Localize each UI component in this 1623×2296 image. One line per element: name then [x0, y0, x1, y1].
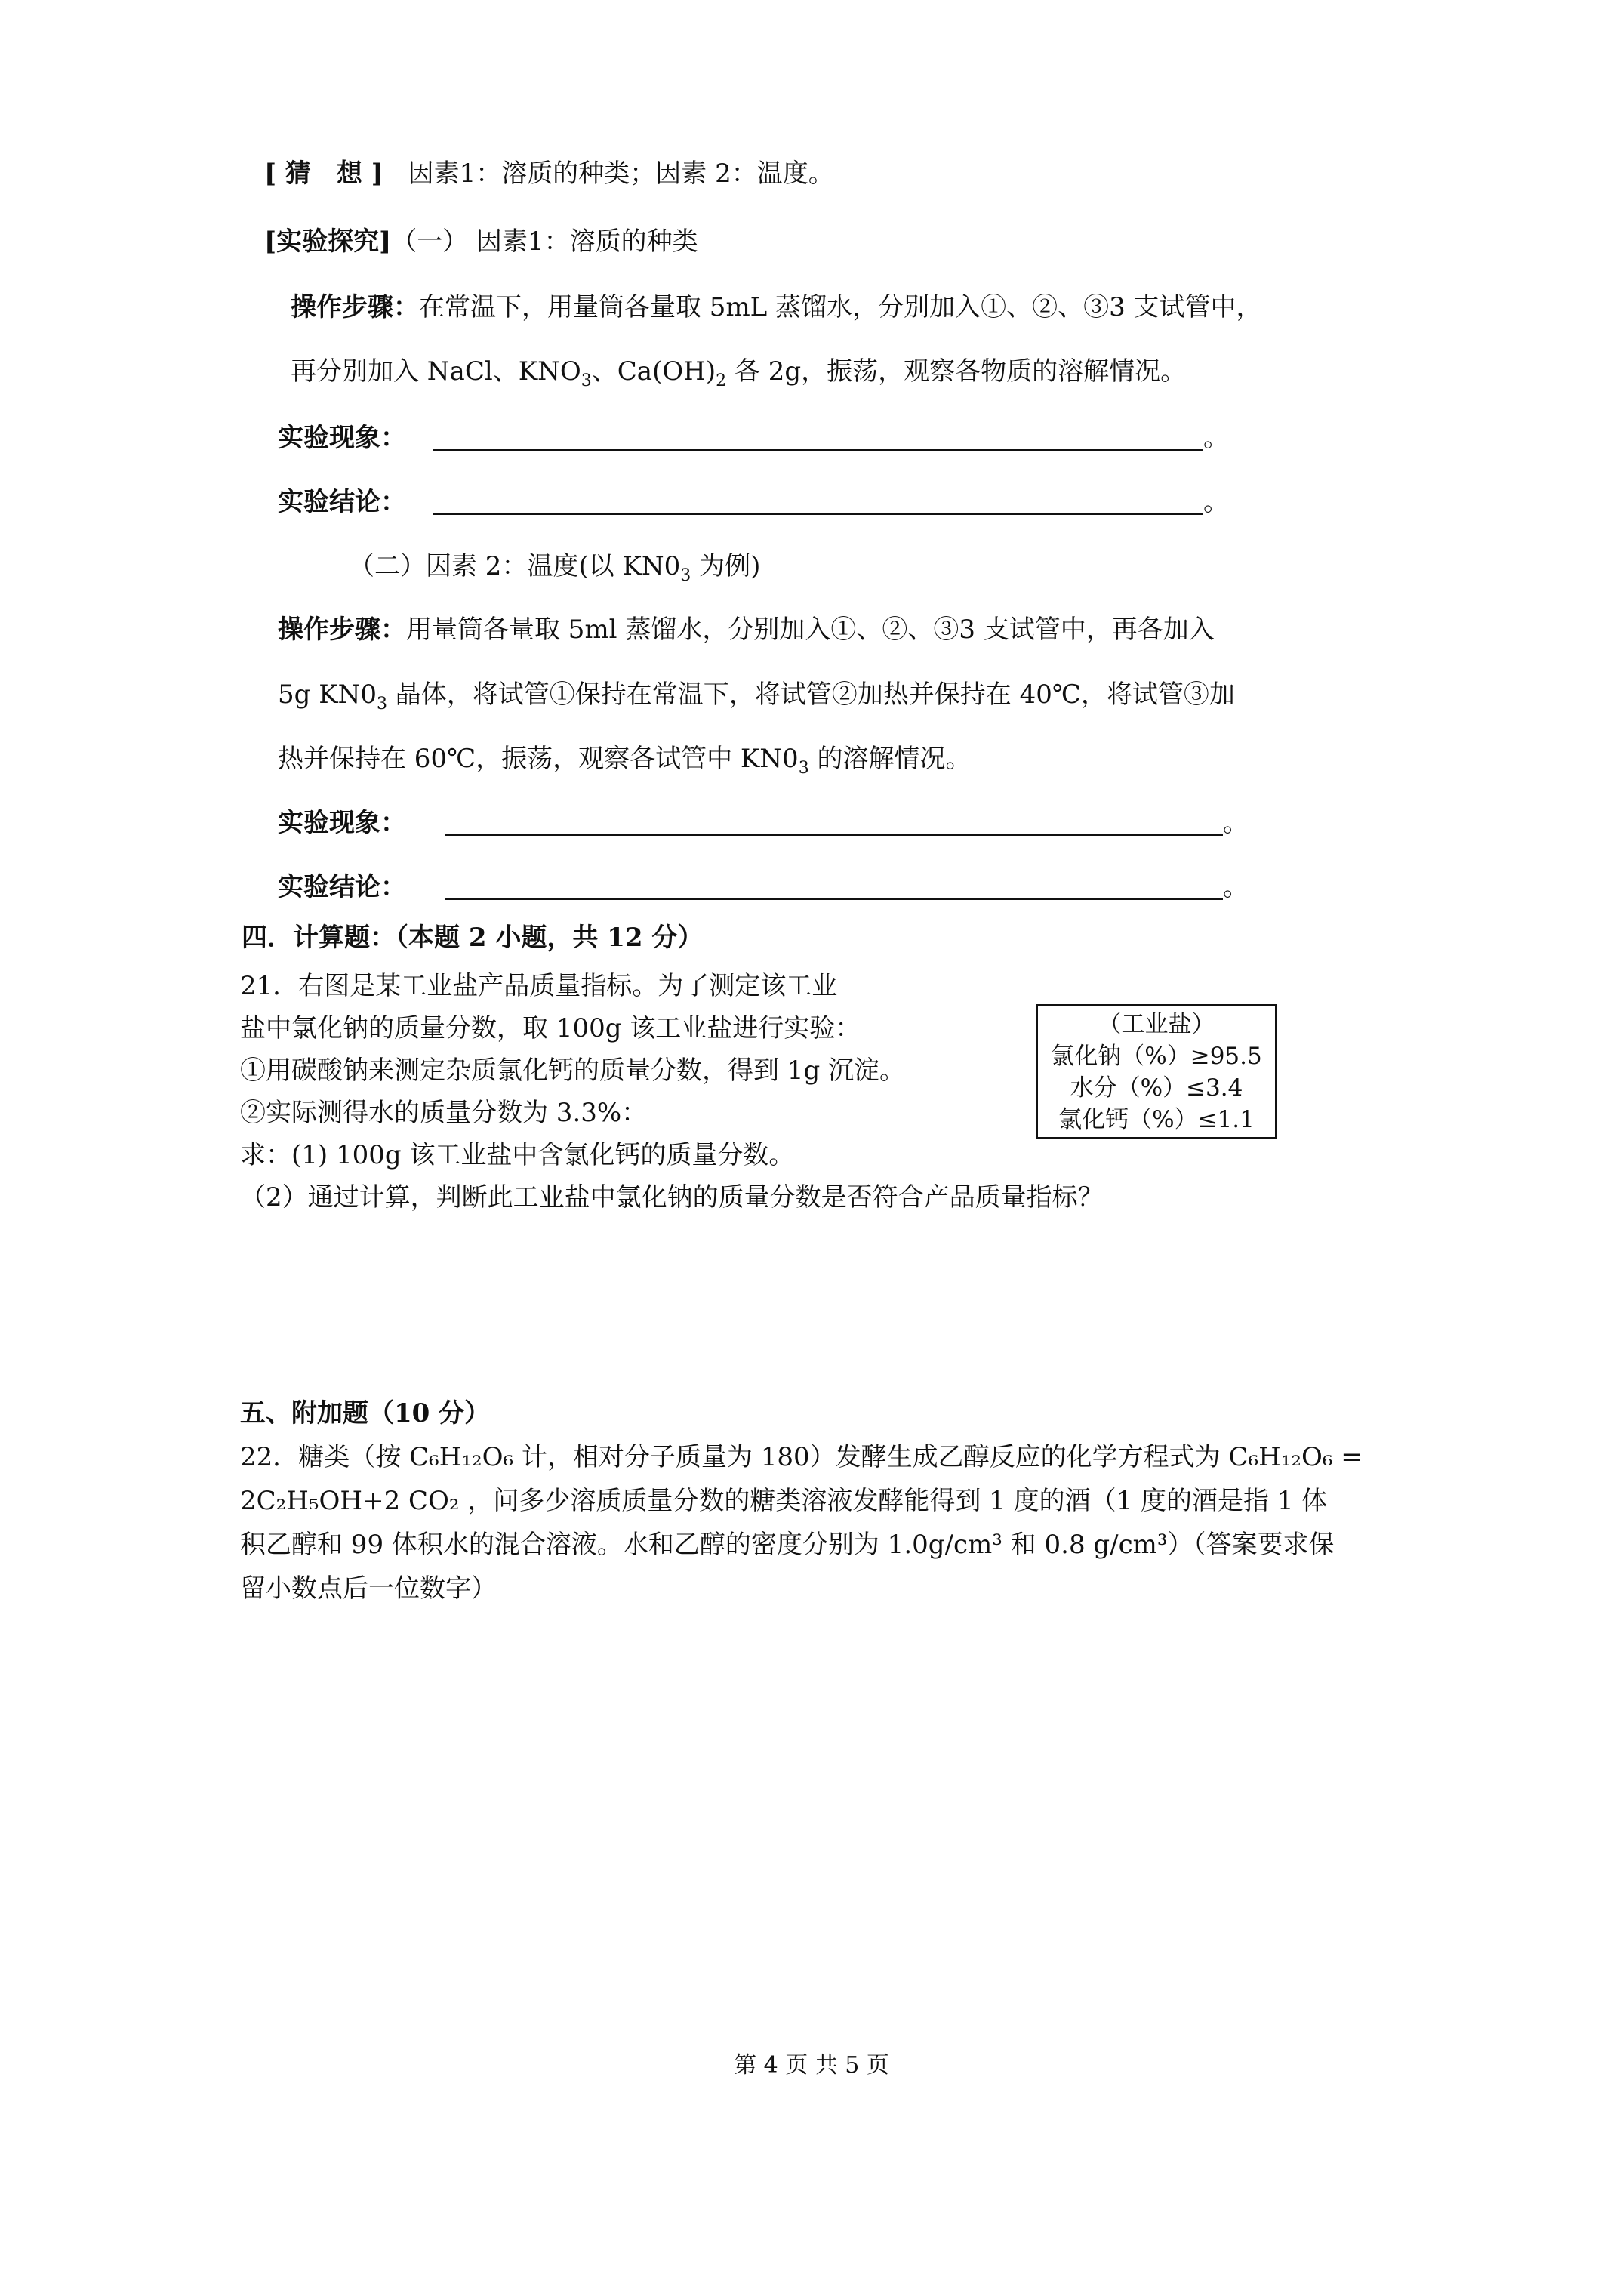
part2-conclusion-blank[interactable] [445, 873, 1223, 900]
section4-title [242, 921, 703, 954]
part2-op-text2a: 5g KN0 [278, 680, 377, 710]
part1-phenomenon-end: 。 [1203, 423, 1229, 453]
part2-heading [349, 550, 760, 583]
section4-title-c: 小题，共 [486, 923, 608, 953]
q21-line6: （2）通过计算，判断此工业盐中氯化钠的质量分数是否符合产品质量指标？ [240, 1182, 1104, 1213]
section5-title [240, 1397, 490, 1430]
part1-op-label: 操作步骤： [291, 292, 419, 322]
part2-heading-a: （二）因素 2：温度(以 KN0 [349, 551, 681, 581]
section5-title-a: 五、附加题（ [240, 1398, 394, 1428]
section4-title-b: 2 [468, 923, 487, 953]
part2-op-text2c: 晶体，将试管①保持在常温下，将试管②加热并保持在 40℃，将试管③加 [387, 680, 1235, 710]
part2-conclusion-line [278, 871, 1249, 904]
part1-op-text2a: 再分别加入 NaCl、KNO [291, 356, 581, 387]
part1-sub2: 2 [716, 371, 727, 390]
q21-line2: 盐中氯化钠的质量分数，取 100g 该工业盐进行实验： [240, 1013, 861, 1043]
explore-line [264, 225, 698, 258]
part2-op-label: 操作步骤： [278, 615, 406, 645]
section4-title-a: 四．计算题：（本题 [242, 923, 469, 953]
part1-conclusion-end: 。 [1203, 487, 1229, 517]
hypothesis-line [264, 157, 834, 190]
hypothesis-text: 因素1：溶质的种类；因素 2：温度。 [408, 159, 834, 189]
explore-label: [实验探究] [264, 227, 392, 257]
section4-title-e: 分） [642, 923, 704, 953]
part2-op-line3 [278, 742, 972, 778]
part1-phenomenon-line [278, 421, 1229, 455]
section5-title-b: 10 [394, 1398, 430, 1428]
part2-op-text3a: 热并保持在 60℃，振荡，观察各试管中 KN0 [278, 744, 799, 774]
q21-line5: 求：(1) 100g 该工业盐中含氯化钙的质量分数。 [240, 1140, 795, 1170]
q22-line3: 积乙醇和 99 体积水的混合溶液。水和乙醇的密度分别为 1.0g/cm³ 和 0.8 g/cm³）（答案要求保 [240, 1530, 1335, 1560]
part2-conclusion-end: 。 [1223, 872, 1249, 902]
hypothesis-label: [ 猜 想 ] [264, 159, 383, 189]
part1-op-line2 [291, 355, 1186, 388]
part1-op-text2e: 各 2g，振荡，观察各物质的溶解情况。 [726, 356, 1187, 387]
section5-title-c: 分） [430, 1398, 491, 1428]
part1-op-text2c: 、Ca(OH) [591, 356, 716, 387]
page-footer: 第 4 页 共 5 页 [734, 2052, 889, 2079]
q22-line1: 22．糖类（按 C₆H₁₂O₆ 计，相对分子质量为 180）发酵生成乙醇反应的化学方程式为 C₆H₁₂O₆ = [240, 1442, 1363, 1472]
part1-conclusion-label: 实验结论： [278, 487, 406, 517]
part1-phenomenon-blank[interactable] [433, 424, 1203, 451]
q21-line3: ①用碳酸钠来测定杂质氯化钙的质量分数，得到 1g 沉淀。 [240, 1056, 906, 1086]
part2-heading-sub: 3 [680, 566, 691, 585]
spec-row-sodium-chloride: 氯化钠（%）≥95.5 [1051, 1043, 1262, 1070]
section4-title-d: 12 [607, 923, 643, 953]
part2-phenomenon-end: 。 [1223, 808, 1249, 838]
part1-conclusion-blank[interactable] [433, 488, 1203, 515]
explore-text: （一） 因素1：溶质的种类 [391, 227, 698, 257]
part2-phenomenon-blank[interactable] [445, 809, 1223, 836]
q22-line4: 留小数点后一位数字） [240, 1573, 497, 1604]
part2-conclusion-label: 实验结论： [278, 872, 406, 902]
part2-phenomenon-line [278, 806, 1249, 840]
part2-op-sub2: 3 [377, 695, 387, 713]
part1-phenomenon-label: 实验现象： [278, 423, 406, 453]
part1-op-line1 [291, 291, 1262, 324]
part1-conclusion-line [278, 485, 1229, 519]
part2-op-sub3: 3 [798, 759, 809, 778]
part2-phenomenon-label: 实验现象： [278, 808, 406, 838]
spec-title: （工业盐） [1098, 1011, 1215, 1038]
q21-line4: ②实际测得水的质量分数为 3.3%： [240, 1098, 648, 1128]
part2-heading-c: 为例) [691, 551, 761, 581]
spec-row-water: 水分（%）≤3.4 [1070, 1074, 1243, 1102]
industrial-salt-spec-box [1036, 1004, 1277, 1139]
q22-line2: 2C₂H₅OH+2 CO₂ ，问多少溶质质量分数的糖类溶液发酵能得到 1 度的酒（1 度的酒是指 1 体 [240, 1486, 1328, 1516]
part2-op-line1 [278, 613, 1215, 646]
part1-op-text1: 在常温下，用量筒各量取 5mL 蒸馏水，分别加入①、②、③3 支试管中， [419, 292, 1262, 322]
spec-row-calcium-chloride: 氯化钙（%）≤1.1 [1058, 1106, 1255, 1133]
part2-op-text3c: 的溶解情况。 [808, 744, 972, 774]
part1-sub1: 3 [581, 371, 592, 390]
part2-op-text1: 用量筒各量取 5ml 蒸馏水，分别加入①、②、③3 支试管中，再各加入 [406, 615, 1215, 645]
part2-op-line2 [278, 678, 1235, 711]
q21-line1: 21．右图是某工业盐产品质量指标。为了测定该工业 [240, 971, 838, 1001]
